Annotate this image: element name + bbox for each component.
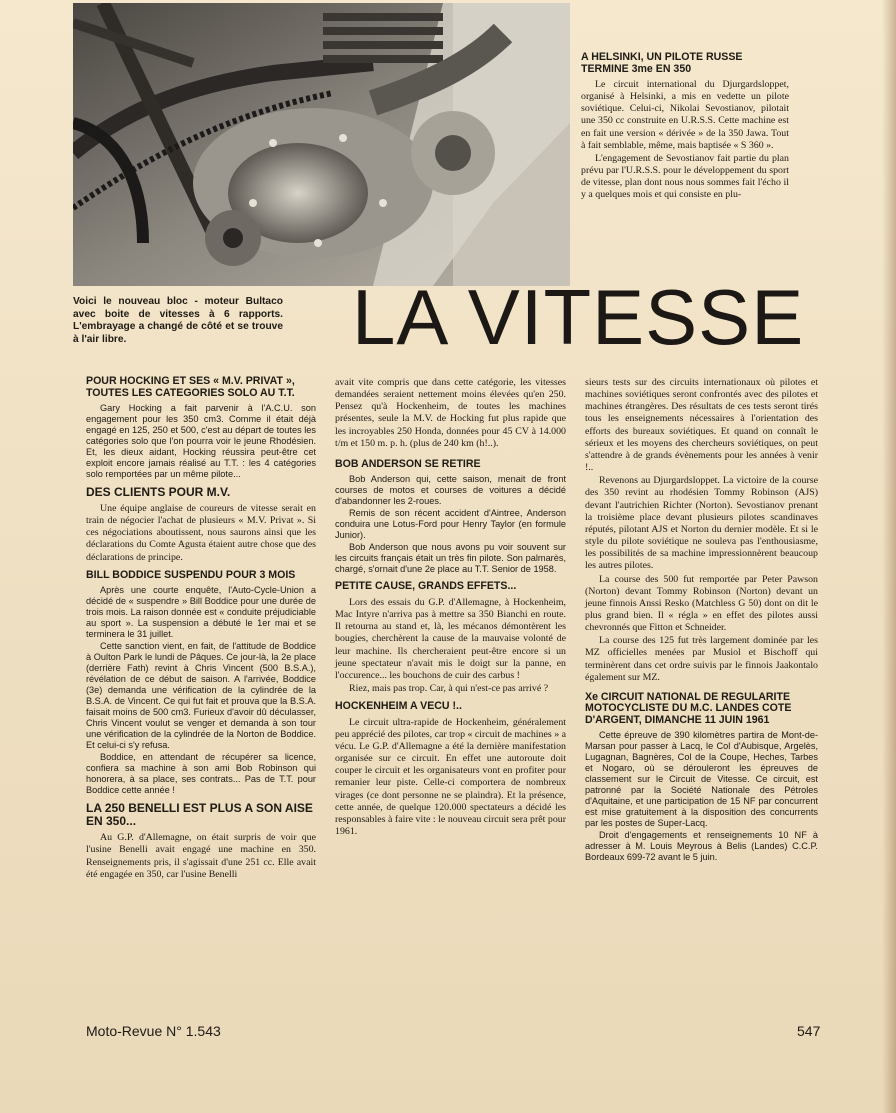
landes-paragraph-2: Droit d'engagements et renseignements 10 NF à adresser à M. Louis Meyrous à Belis (Landes) C.C.P. Bordeaux 699-72 avant le 5 juin. — [585, 830, 818, 863]
page-title: LA VITESSE — [352, 273, 805, 361]
hocking-paragraph: Gary Hocking a fait parvenir à l'A.C.U. son engagement pour les 350 cm3. Comme il était déjà engagé en 125, 250 et 500, c'est au départ de toutes les catégories solo que l'on pourra voir le jeune Rhodésien. Et, les dieux aidant, Hocking réussira peut-être cet exploit encore jamais réalisé au T.T. : les 4 catégories solo remportées par un même pilote... — [86, 403, 316, 479]
clients-paragraph: Une équipe anglaise de coureurs de vitesse serait en train de négocier l'achat de plusieurs « M.V. Privat ». Si ces négociations aboutissent, nous saurons ainsi que les déclarations du Comte Agusta étaient autre chose que des déclarations de principe. — [86, 503, 316, 563]
petite-cause-heading: PETITE CAUSE, GRANDS EFFETS... — [335, 580, 517, 593]
helsinki-paragraph-1: Le circuit international du Djurgardsloppet, organisé à Helsinki, a mis en vedette un pilote soviétique. Celui-ci, Nikolai Sevostianov, pilotait une 350 cc construite en U.R.S.S. Cette machine est en fait une version « dérivée » de la 350 Jawa. Tout à fait semblable, même, mais baptisée « S 360 ». — [581, 79, 789, 151]
helsinki-continuation-3: La course des 500 fut remportée par Peter Pawson (Norton) devant Tommy Robinson (Norton) devant un jeune finnois Anssi Resko (Matchless G 50) dont on dit le plus grand bien. Il « régla » en effet des pilotes aussi chevronnés que Fitton et Schneider. — [585, 573, 818, 634]
photo-caption: Voici le nouveau bloc - moteur Bultaco avec boite de vitesses à 6 rapports. L'embrayage a changé de côté et se trouve à l'air libre. — [73, 296, 283, 345]
anderson-paragraph-2: Remis de son récent accident d'Aintree, Anderson conduira une Lotus-Ford pour Henry Taylor (en formule Junior). — [335, 508, 566, 541]
petite-cause-paragraph-1: Lors des essais du G.P. d'Allemagne, à Hockenheim, Mac Intyre n'arriva pas à mettre sa 350 Bianchi en route. Il retourna au stand et, là, les mécanos démontèrent les bougies, cherchèrent la cause de la mauvaise volonté de leur machine. Ils chercheraient peut-être encore si un jeune spectateur n'avait mis le doigt sur la panne, en l'occurence... les bouchons de cuir des carbus ! — [335, 596, 566, 681]
benelli-paragraph: Au G.P. d'Allemagne, on était surpris de voir que l'usine Benelli avait engagé une machine en 350. Renseignements pris, il s'agissait d'une 251 cc. Elle avait été engagée en 350, car l'usine Benelli — [86, 832, 316, 880]
anderson-paragraph-1: Bob Anderson qui, cette saison, menait de front courses de motos et courses de voitures a décidé d'abandonner les 2-roues. — [335, 474, 566, 507]
helsinki-paragraph-2: L'engagement de Sevostianov fait partie du plan prévu par l'U.R.S.S. pour le développement du sport de vitesse, plan dont nous nous sommes fait l'écho il y a quelques mois et qui consiste en plu- — [581, 152, 789, 201]
clients-heading: DES CLIENTS POUR M.V. — [86, 485, 231, 499]
hockenheim-paragraph: Le circuit ultra-rapide de Hockenheim, généralement peu apprécié des pilotes, car trop « circuit de machines » a vécu. Le G.P. d'Allemagne a été la dernière manifestation organisée sur ce circuit. En effet une autoroute doit couper le circuit et les organisateurs vont en profiter pour remanier leur piste. Celle-ci comportera de nombreux virages (ce dont personne ne se plaindra). Et la présence, cette année, de quelque 120.000 spectateurs a décidé les responsables à faire vite : le nouveau circuit sera prêt pour 1961. — [335, 716, 566, 838]
column-2 — [335, 377, 566, 839]
engine-photo-drawing — [73, 3, 570, 286]
hockenheim-heading: HOCKENHEIM A VECU !.. — [335, 700, 462, 713]
helsinki-continuation-4: La course des 125 fut très largement dominée par les MZ officielles menées par Musiol et Bischoff qui terminèrent dans cet ordre suivis par le finnois Jaakontalo également sur MZ. — [585, 635, 818, 683]
boddice-heading: BILL BODDICE SUSPENDU POUR 3 MOIS — [86, 568, 296, 581]
helsinki-continuation-1: sieurs tests sur des circuits internationaux où pilotes et machines soviétiques seront confrontés avec des pilotes et machines étrangères. Des résultats de ces tests seront tirés tous les enseignements nécessaires à l'orientation des efforts des bureaux soviétiques. Et quand on connaît le sérieux et les moyens des chercheurs soviétiques, on peut s'attendre à de grands évènements pour les années à venir !.. — [585, 377, 818, 474]
magazine-issue: Moto-Revue N° 1.543 — [86, 1023, 221, 1039]
benelli-heading: LA 250 BENELLI EST PLUS A SON AISE EN 350... — [86, 801, 313, 829]
hocking-heading: POUR HOCKING ET SES « M.V. PRIVAT », TOUTES LES CATEGORIES SOLO AU T.T. — [86, 375, 295, 399]
page-edge-shadow — [882, 0, 896, 1113]
helsinki-heading: A HELSINKI, UN PILOTE RUSSE TERMINE 3me EN 350 — [581, 51, 743, 75]
boddice-paragraph-1: Après une courte enquête, l'Auto-Cycle-Union a décidé de « suspendre » Bill Boddice pour une durée de trois mois. La raison donnée est « conduite préjudiciable au sport ». La suspension a débuté le 1er mai et se terminera le 31 juillet. — [86, 585, 316, 640]
helsinki-article — [581, 52, 789, 203]
anderson-paragraph-3: Bob Anderson que nous avons pu voir souvent sur les circuits français était un très fin pilote. Son palmarès, chargé, s'ornait d'une 2e place au T.T. Senior de 1958. — [335, 542, 566, 575]
column-3 — [585, 377, 818, 864]
boddice-paragraph-3: Boddice, en attendant de récupérer sa licence, confiera sa machine à son ami Bob Robinson qui honorera, à sa place, ses contrats... Pas de T.T. pour Boddice cette année ! — [86, 752, 316, 796]
engine-photo — [73, 3, 570, 286]
landes-heading: Xe CIRCUIT NATIONAL DE REGULARITE MOTOCYCLISTE DU M.C. LANDES COTE D'ARGENT, DIMANCHE 11 JUIN 1961 — [585, 690, 792, 726]
anderson-heading: BOB ANDERSON SE RETIRE — [335, 457, 481, 470]
helsinki-continuation-2: Revenons au Djurgardsloppet. La victoire de la course des 350 revint au rhodésien Tommy Robinson (AJS) devant l'autrichien Richter (Norton). Sevostianov prenant la troisième place devant plusieurs pilotes scandinaves réputés, pilotant AJS et Norton du dernier modèle. Et si le style du pilote soviétique ne souleva pas l'enthousiasme, les possibilités de sa machine impressionnèrent beaucoup les autres pilotes. — [585, 475, 818, 572]
petite-cause-paragraph-2: Riez, mais pas trop. Car, à qui n'est-ce pas arrivé ? — [349, 683, 549, 695]
column-1 — [86, 376, 316, 882]
benelli-continuation: avait vite compris que dans cette catégorie, les vitesses demandées seraient nettement moins élevées qu'en 250. Pensez qu'à Hockenheim, de toutes les machines présentes, seule la M.V. de Hocking fut plus rapide que les incroyables 250 Honda, données pour 45 CV à 14.000 t/m et 150 m. p. h. (plus de 240 km (h!..). — [335, 377, 566, 449]
page-number: 547 — [797, 1023, 821, 1039]
boddice-paragraph-2: Cette sanction vient, en fait, de l'attitude de Boddice à Oulton Park le lundi de Pâques. Ce jour-là, la 2e place (derrière Fath) revint à Chris Vincent (500 B.S.A.), révélation de ce début de saison. A l'arrivée, Boddice (3e) demanda une vérification de la cylindrée de la B.S.A. de Vincent. Ce qui fut fait et prouva que la B.S.A. faisait moins de 500 cm3. Furieux d'avoir dû déculasser, Chris Vincent voulut se venger et demanda à son tour une vérification de la cylindrée de la Norton de Boddice. Et celui-ci s'y refusa. — [86, 641, 316, 751]
landes-paragraph-1: Cette épreuve de 390 kilomètres partira de Mont-de-Marsan pour passer à Lacq, le Col d'Aubisque, Argelès, Lugagnan, Bagnères, Col de la Coupe, Heches, Tarbes et Nogaro, où se dérouleront les épreuves de classement sur le Circuit de Vitesse. Ce circuit, est patronné par la Société Nationale des Pétroles d'Aquitaine, et une participation de 15 NF par concurrent est mise gratuitement à la disposition des concurrents par les postes de Super-Lacq. — [585, 730, 818, 829]
